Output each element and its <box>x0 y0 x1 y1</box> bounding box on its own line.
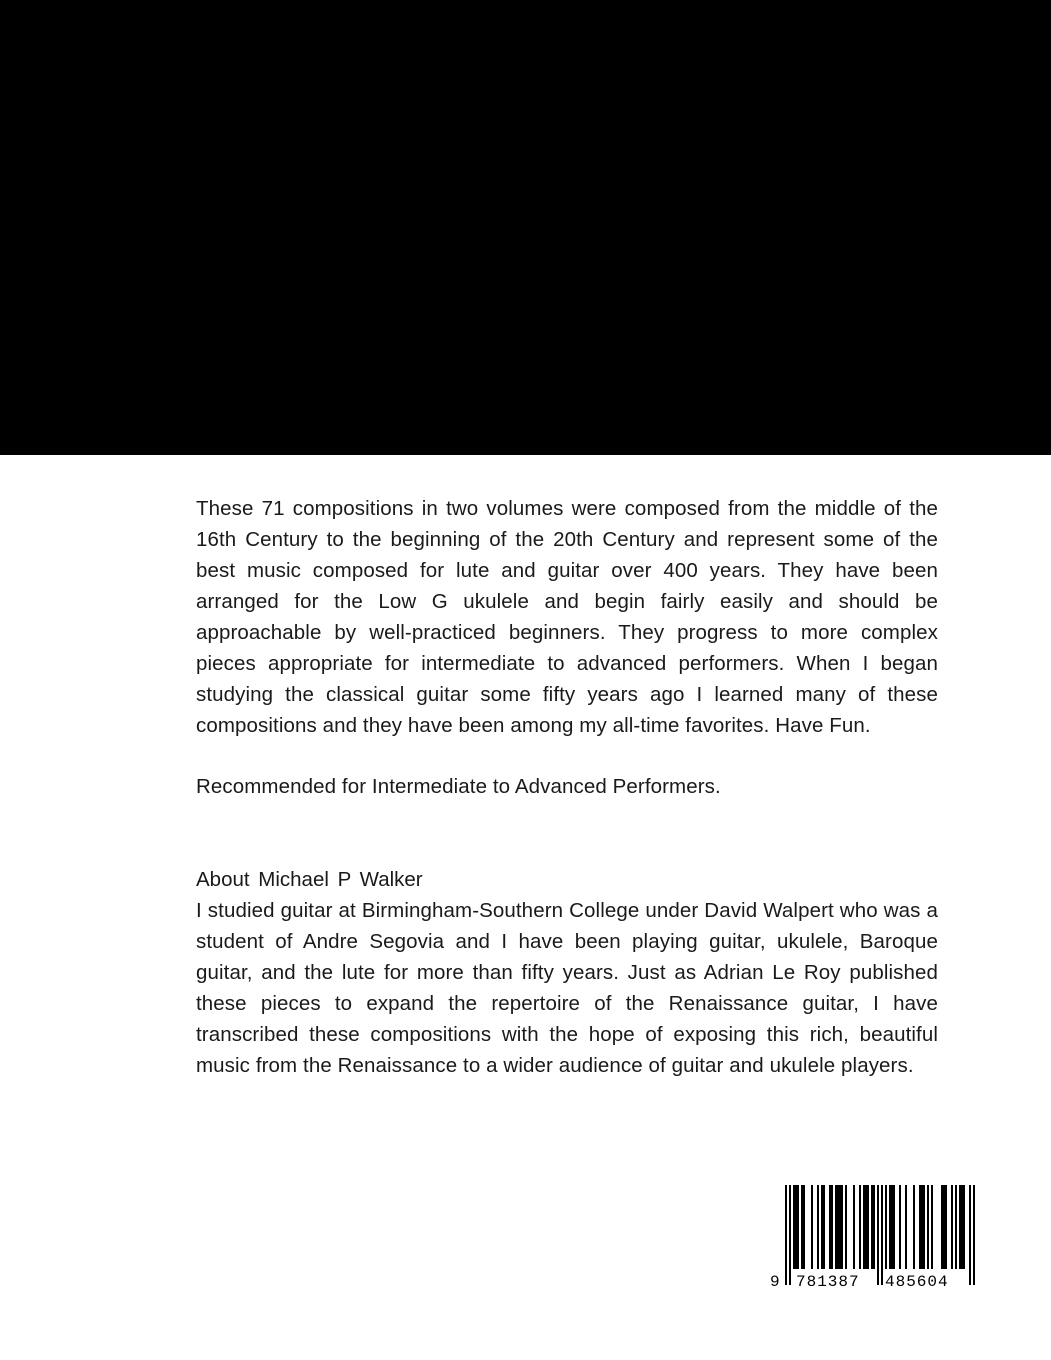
barcode-bar <box>831 1185 833 1269</box>
barcode-bar <box>943 1185 945 1269</box>
barcode-right-digits: 485604 <box>885 1273 949 1289</box>
barcode-bar <box>839 1185 841 1269</box>
barcode-guard-bar <box>785 1185 787 1285</box>
barcode-bar <box>945 1185 947 1269</box>
barcode-bar <box>923 1185 925 1269</box>
barcode-bar <box>863 1185 865 1269</box>
isbn-barcode <box>768 1183 984 1289</box>
barcode-bar <box>885 1185 887 1269</box>
barcode-bar <box>823 1185 825 1269</box>
barcode-bar <box>893 1185 895 1269</box>
barcode-bar <box>811 1185 813 1269</box>
barcode-bar <box>941 1185 943 1269</box>
barcode-bar <box>821 1185 823 1269</box>
barcode-guard-bar <box>969 1185 971 1285</box>
barcode-bar <box>873 1185 875 1269</box>
barcode-guard-bar <box>789 1185 791 1285</box>
barcode-bar <box>845 1185 847 1269</box>
barcode-bar <box>795 1185 797 1269</box>
barcode-bar <box>891 1185 893 1269</box>
barcode-bar <box>837 1185 839 1269</box>
book-description: These 71 compositions in two volumes were composed from the middle of the 16th Century to the beginning of the 20th Century and represent some of the best music composed for lute and guitar over 400 years. They have been arranged for the Low G ukulele and begin fairly easily and should be approachable by well-practiced beginners. They progress to more complex pieces appropriate for intermediate to advanced performers. When I began studying the classical guitar some fifty years ago I learned many of these compositions and they have been among my all-time favorites. Have Fun. <box>196 497 938 737</box>
barcode-bar <box>817 1185 819 1269</box>
barcode-bar <box>951 1185 953 1269</box>
barcode-bar <box>829 1185 831 1269</box>
barcode-bar <box>793 1185 795 1269</box>
about-author-heading: About Michael P Walker <box>196 868 423 891</box>
barcode-bar <box>853 1185 855 1269</box>
barcode-guard-bar <box>881 1185 883 1285</box>
barcode-bar <box>803 1185 805 1269</box>
barcode-bar <box>963 1185 965 1269</box>
cover-black-band <box>0 0 1051 455</box>
barcode-bar <box>797 1185 799 1269</box>
barcode-guard-bar <box>973 1185 975 1285</box>
barcode-left-digits: 781387 <box>796 1273 860 1289</box>
barcode-bar <box>921 1185 923 1269</box>
barcode-bar <box>913 1185 915 1269</box>
barcode-bar <box>859 1185 861 1269</box>
barcode-bar <box>835 1185 837 1269</box>
about-author-text: I studied guitar at Birmingham-Southern College under David Walpert who was a student of Andre Segovia and I have been playing guitar, ukulele, Baroque guitar, and the lute for more than fifty years. Just as Adrian Le Roy published these pieces to expand the repertoire of the Renaissance guitar, I have transcribed these compositions with the hope of exposing this rich, beautiful music from the Renaissance to a wider audience of guitar and ukulele players. <box>196 899 938 1077</box>
barcode-graphic <box>768 1183 984 1289</box>
barcode-bar <box>865 1185 867 1269</box>
barcode-bar <box>841 1185 843 1269</box>
barcode-bar <box>931 1185 933 1269</box>
back-cover-text <box>196 493 938 1081</box>
barcode-bar <box>927 1185 929 1269</box>
barcode-bar <box>889 1185 891 1269</box>
barcode-bar <box>919 1185 921 1269</box>
barcode-bar <box>961 1185 963 1269</box>
barcode-guard-bar <box>877 1185 879 1285</box>
barcode-bar <box>867 1185 869 1269</box>
barcode-bar <box>899 1185 901 1269</box>
barcode-bar <box>955 1185 957 1269</box>
barcode-bar <box>959 1185 961 1269</box>
barcode-bar <box>801 1185 803 1269</box>
barcode-bar <box>871 1185 873 1269</box>
barcode-bar <box>905 1185 907 1269</box>
barcode-first-digit: 9 <box>770 1273 780 1289</box>
recommendation-line: Recommended for Intermediate to Advanced Performers. <box>196 775 721 798</box>
